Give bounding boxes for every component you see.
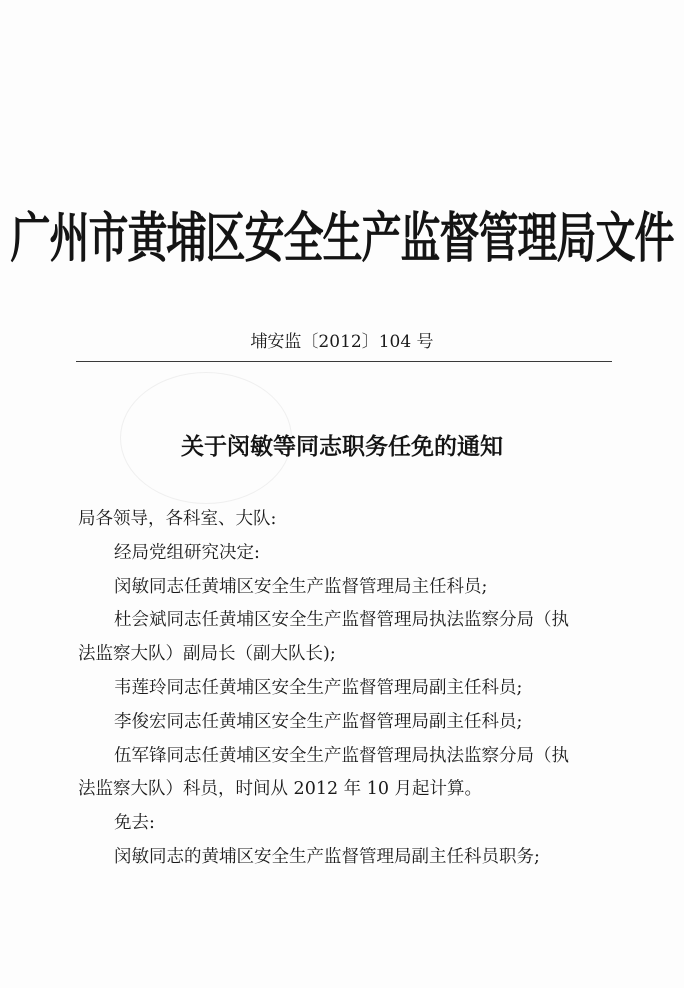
body-line-appointment-1: 闵敏同志任黄埔区安全生产监督管理局主任科员; (114, 576, 488, 597)
body-line-appointment-5: 伍军锋同志任黄埔区安全生产监督管理局执法监察分局（执 (114, 745, 569, 766)
body-line-appointment-2: 杜会斌同志任黄埔区安全生产监督管理局执法监察分局（执 (114, 610, 569, 631)
document-body (78, 503, 618, 875)
document-header-title: 广州市黄埔区安全生产监督管理局文件 (10, 207, 674, 271)
body-line-decision: 经局党组研究决定: (114, 542, 260, 563)
body-line-appointment-2-continued: 法监察大队）副局长（副大队长); (78, 644, 336, 665)
body-line-removal-1: 闵敏同志的黄埔区安全生产监督管理局副主任科员职务; (114, 846, 540, 867)
header-divider (76, 361, 612, 362)
body-line-removal-heading: 免去: (114, 813, 155, 834)
body-line-appointment-5-continued: 法监察大队）科员，时间从 2012 年 10 月起计算。 (78, 779, 483, 800)
notice-title: 关于闵敏等同志职务任免的通知 (181, 434, 503, 460)
document-number: 埔安监〔2012〕104 号 (250, 332, 434, 352)
body-line-appointment-4: 李俊宏同志任黄埔区安全生产监督管理局副主任科员; (114, 711, 523, 732)
addressee-line: 局各领导，各科室、大队: (78, 509, 277, 529)
body-line-appointment-3: 韦莲玲同志任黄埔区安全生产监督管理局副主任科员; (114, 677, 523, 698)
